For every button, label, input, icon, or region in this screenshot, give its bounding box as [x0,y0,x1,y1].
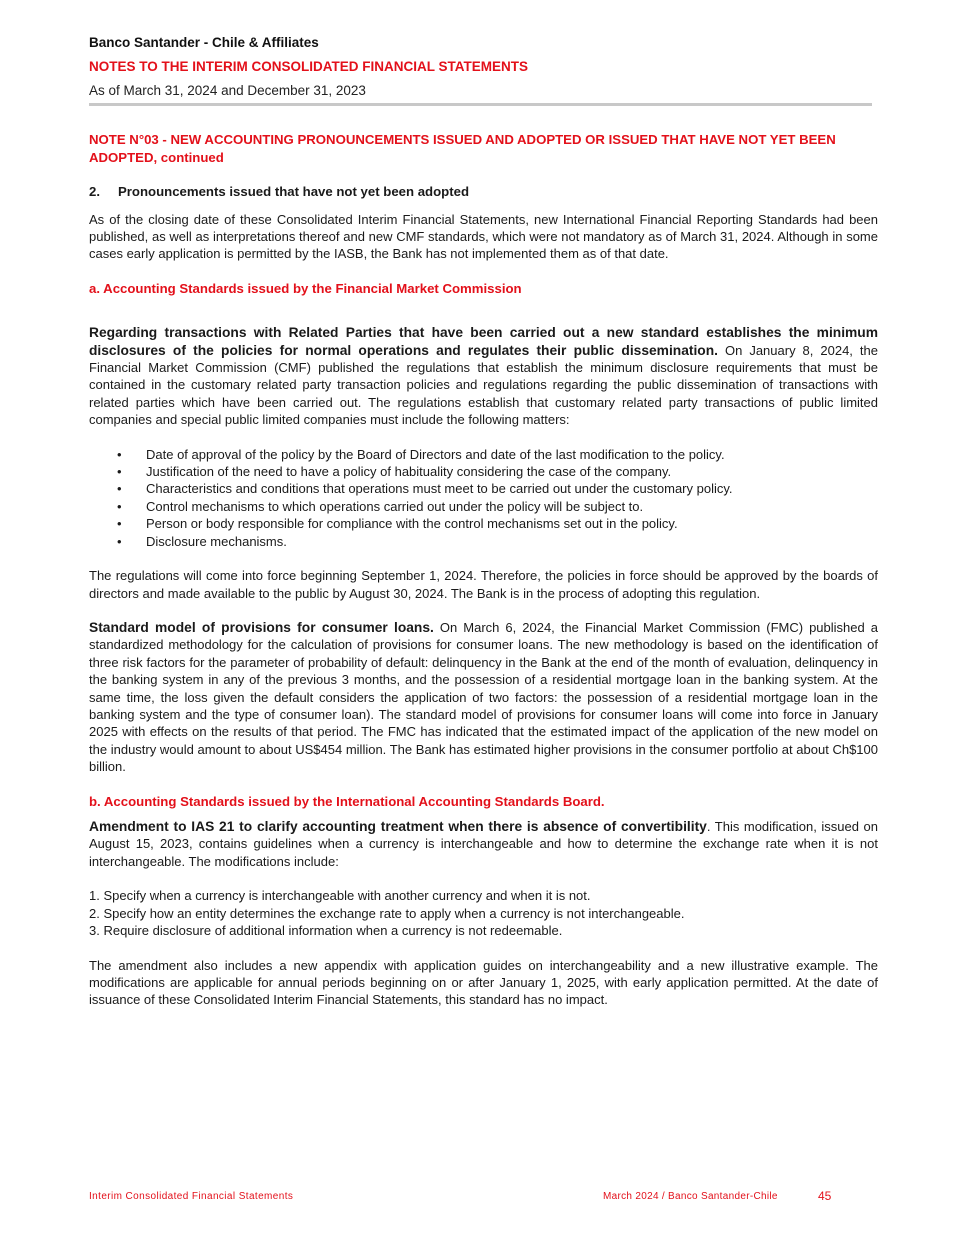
period-line: As of March 31, 2024 and December 31, 2023 [89,83,366,98]
list-item: • Date of approval of the policy by the Board of Directors and date of the last modification to the policy. [89,446,878,463]
bullet-icon: • [117,446,122,462]
header-divider [89,103,872,106]
section-number: 2. [89,184,100,199]
bullet-icon: • [117,498,122,514]
list-item: • Person or body responsible for compliance with the control mechanisms set out in the policy. [89,515,878,532]
section-heading [89,183,878,201]
list-item: 3. Require disclosure of additional information when a currency is not redeemable. [89,923,563,939]
bullet-icon: • [117,464,122,480]
footer-period: March 2024 / Banco Santander-Chile [603,1191,778,1202]
list-item: • Characteristics and conditions that operations must meet to be carried out under the customary policy. [89,480,878,497]
list-item: • Justification of the need to have a policy of habituality considering the case of the company. [89,463,878,480]
related-parties-lead: Regarding transactions with Related Parties that have been carried out a new standard establishes the minimum disclosures of the policies for normal operations and regulates their public dissemination. [89,325,878,358]
related-parties-paragraph [89,324,878,428]
bullet-icon: • [117,481,122,497]
section-title: Pronouncements issued that have not yet been adopted [118,184,469,199]
provisions-model-lead: Standard model of provisions for consumer loans. [89,619,434,635]
amendment-paragraph: The amendment also includes a new appendix with application guides on interchangeability and a new illustrative example. The modifications are applicable for annual periods beginning on or after January 1, 2025, with early application permitted. At the date of issuance of these Consolidated Interim Financial Statements, this standard has no impact. [89,957,878,1008]
intro-paragraph: As of the closing date of these Consolidated Interim Financial Statements, new International Financial Reporting Standards had been published, as well as interpretations thereof and new CMF standards, which were not mandatory as of March 31, 2024. Although in some cases early application is permitted by the IASB, the Bank has not implemented them as of that date. [89,211,878,262]
page-number: 45 [818,1189,832,1203]
list-item: • Control mechanisms to which operations carried out under the policy will be subject to. [89,498,878,515]
list-item: 1. Specify when a currency is interchangeable with another currency and when it is not. [89,888,591,904]
ias21-paragraph [89,818,878,870]
subsection-a-title: a. Accounting Standards issued by the Financial Market Commission [89,280,522,296]
related-parties-body: On January 8, 2024, the Financial Market Commission (CMF) published the regulations that establish the minimum disclosure requirements that must be contained in the customary related party transaction policies and regulations regarding the public dissemination of transactions with related parties which have been carried out. The regulations establish that customary related party transactions of public limited companies and special public limited companies must include the following matters: [89,342,878,428]
subsection-b-title: b. Accounting Standards issued by the International Accounting Standards Board. [89,793,605,809]
ias21-body: . This modification, issued on August 15, 2023, contains guidelines when a currency is interchangeable and how to determine the exchange rate when it is not interchangeable. The modifications include: [89,819,878,869]
ias21-lead: Amendment to IAS 21 to clarify accounting treatment when there is absence of convertibility [89,819,707,835]
requirements-list [89,446,878,550]
bullet-icon: • [117,516,122,532]
document-page [89,34,878,1009]
list-item: • Disclosure mechanisms. [89,533,878,550]
note-title: NOTE N°03 - NEW ACCOUNTING PRONOUNCEMENTS ISSUED AND ADOPTED OR ISSUED THAT HAVE NOT YET BEEN ADOPTED, continued [89,132,836,165]
list-item: 2. Specify how an entity determines the exchange rate to apply when a currency is not interchangeable. [89,905,685,921]
provisions-model-paragraph [89,619,878,776]
company-name: Banco Santander - Chile & Affiliates [89,35,319,50]
provisions-model-body: On March 6, 2024, the Financial Market Commission (FMC) published a standardized methodology for the calculation of provisions for consumer loans. The new methodology is based on the identification of three risk factors for the parameter of probability of default: delinquency in the Bank at the end of the month of evaluation, delinquency in the banking system in any of the previous 3 months, and the possession of a residential mortgage loan in the banking system. At the same time, the loss given the default considers the application of two factors: the possession of a residential mortgage loan in the banking system and the type of consumer loan). The standard model of provisions for consumer loans will come into force in January 2025 with effects on the results of that period. The FMC has indicated that the estimated impact of the application of the new model on the industry would amount to about US$454 million. The Bank has estimated higher provisions in the consumer portfolio at about Ch$100 billion. [89,619,878,775]
regulation-paragraph: The regulations will come into force beginning September 1, 2024. Therefore, the policies in force should be approved by the boards of directors and made available to the public by August 30, 2024. The Bank is in the process of adopting this regulation. [89,568,878,601]
bullet-icon: • [117,533,122,549]
footer-document-title: Interim Consolidated Financial Statements [89,1191,294,1202]
notes-title: NOTES TO THE INTERIM CONSOLIDATED FINANCIAL STATEMENTS [89,59,529,74]
modifications-list [89,887,878,939]
